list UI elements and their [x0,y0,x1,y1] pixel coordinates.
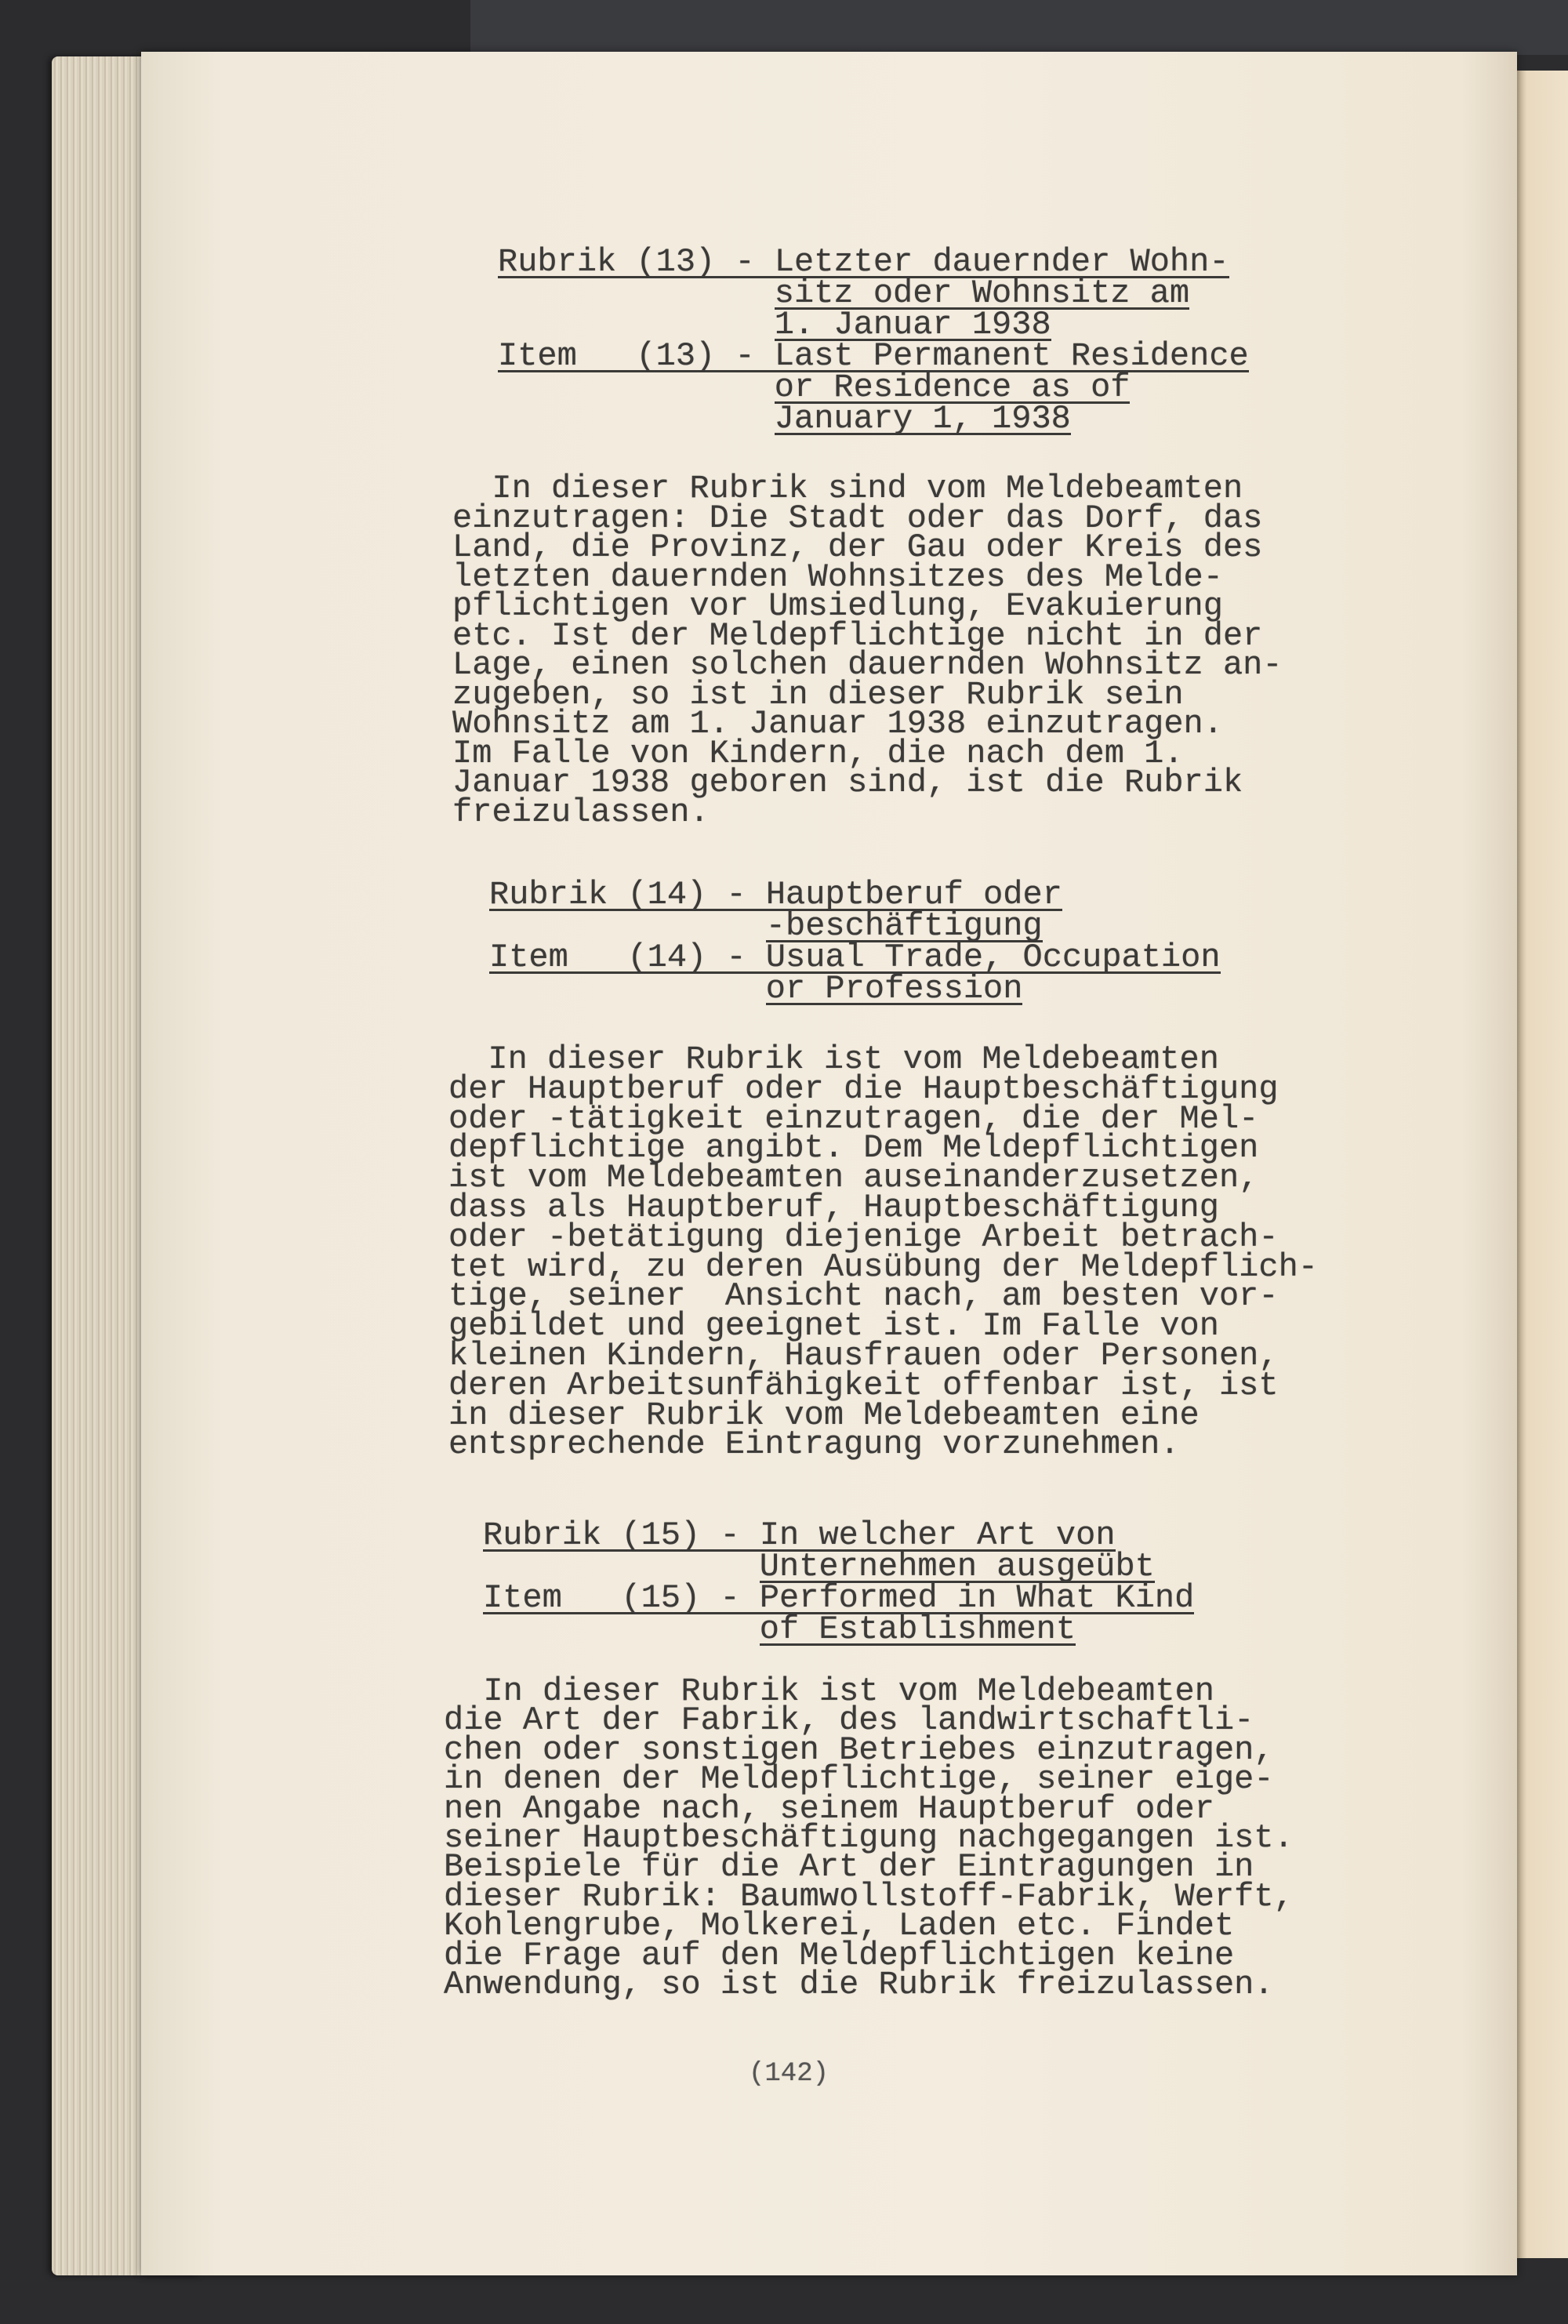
rubrik-dash: - [720,1516,740,1554]
item-title: Last Permanent Residence [774,337,1249,375]
body-text-line: tige, seiner Ansicht nach, am besten vor- [448,1277,1279,1316]
rubrik-number: (14) [627,876,707,913]
body-text-line: entsprechende Eintragung vorzunehmen. [448,1425,1180,1464]
body-text-line: oder -betätigung diejenige Arbeit betrach- [448,1218,1279,1256]
body-text-line: seiner Hauptbeschäftigung nachgegangen ist. [444,1819,1294,1857]
rubrik-title: sitz oder Wohnsitz am [774,274,1190,312]
body-text-line: Wohnsitz am 1. Januar 1938 einzutragen. [452,705,1223,743]
body-text-line: in denen der Meldepflichtige, seiner eige- [444,1760,1274,1799]
body-text-line: Im Falle von Kindern, die nach dem 1. [452,734,1184,772]
rubrik-keyword: Rubrik [498,243,617,281]
body-text-line: Lage, einen solchen dauernden Wohnsitz an- [452,646,1283,684]
body-text-line: die Frage auf den Meldepflichtigen keine [444,1936,1235,1974]
body-text-line: die Art der Fabrik, des landwirtschaftli- [444,1701,1254,1740]
body-text-line: gebildet und geeignet ist. Im Falle von [448,1307,1219,1345]
body-text-line: In dieser Rubrik ist vom Meldebeamten [444,1672,1214,1710]
body-text-line: pflichtigen vor Umsiedlung, Evakuierung [452,587,1223,625]
body-text-line: in dieser Rubrik vom Meldebeamten eine [448,1396,1200,1434]
body-text-line: Kohlengrube, Molkerei, Laden etc. Findet [444,1907,1235,1945]
body-text-line: oder -tätigkeit einzutragen, die der Mel- [448,1099,1259,1138]
item-title: or Residence as of [774,369,1131,406]
rubrik-title: Unternehmen ausgeübt [759,1548,1155,1585]
rubrik-number: (15) [621,1516,701,1554]
item-title: or Profession [765,970,1023,1008]
item-dash: - [720,1579,740,1617]
item-keyword: Item [489,939,568,976]
item-heading-line [774,400,1071,438]
item-title: Performed in What Kind [759,1579,1195,1617]
body-text-line: chen oder sonstigen Betriebes einzutragen, [444,1730,1274,1769]
rubrik-keyword: Rubrik [483,1516,602,1554]
body-text-line: deren Arbeitsunfähigkeit offenbar ist, ist [448,1366,1279,1404]
body-text-line: dass als Hauptberuf, Hauptbeschäftigung [448,1189,1219,1226]
item-number: (14) [627,939,707,976]
rubrik-title: In welcher Art von [759,1516,1116,1554]
rubrik-title: -beschäftigung [765,907,1043,945]
body-text-line: Land, die Provinz, der Gau oder Kreis des [452,528,1263,566]
item-title: January 1, 1938 [774,400,1071,438]
body-text-line: letzten dauernden Wohnsitzes des Melde- [452,557,1223,596]
rubrik-title: 1. Januar 1938 [774,306,1051,343]
rubrik-title: Hauptberuf oder [765,876,1062,913]
body-text-line: etc. Ist der Meldepflichtige nicht in der [452,616,1263,655]
rubrik-dash: - [735,243,755,281]
page-number: (142) [749,2059,829,2089]
body-text-line: kleinen Kindern, Hausfrauen oder Personen, [448,1337,1279,1374]
item-title: of Establishment [759,1610,1076,1648]
body-text-line: dieser Rubrik: Baumwollstoff-Fabrik, Werft, [444,1877,1294,1915]
rubrik-number: (13) [636,243,716,281]
body-text-line: freizulassen. [452,793,710,831]
body-text-line: In dieser Rubrik ist vom Meldebeamten [448,1040,1219,1078]
body-text-line: ist vom Meldebeamten auseinanderzusetzen, [448,1159,1259,1197]
body-text-line: Januar 1938 geboren sind, ist die Rubrik [452,764,1243,801]
body-text-line: einzutragen: Die Stadt oder das Dorf, das [452,499,1263,537]
rubrik-keyword: Rubrik [489,876,608,913]
item-number: (15) [621,1579,701,1617]
rubrik-dash: - [726,876,746,913]
item-title: Usual Trade, Occupation [765,939,1221,976]
body-text-line: In dieser Rubrik sind vom Meldebeamten [452,470,1243,507]
body-text-line: nen Angabe nach, seinem Hauptberuf oder [444,1789,1214,1828]
item-keyword: Item [483,1579,562,1617]
body-text-line: der Hauptberuf oder die Hauptbeschäftigung [448,1069,1279,1108]
body-text-line: Beispiele für die Art der Eintragungen in [444,1848,1254,1886]
item-dash: - [726,939,746,976]
item-keyword: Item [498,337,577,375]
item-dash: - [735,337,755,375]
item-heading-line [759,1610,1076,1648]
body-text-line: Anwendung, so ist die Rubrik freizulassen. [444,1966,1274,2003]
item-heading-line [765,970,1023,1008]
rubrik-title: Letzter dauernder Wohn- [774,243,1229,281]
item-number: (13) [636,337,716,375]
body-text-line: tet wird, zu deren Ausübung der Meldepflich- [448,1247,1318,1286]
body-text-line: depflichtige angibt. Dem Meldepflichtigen [448,1129,1259,1167]
body-text-line: zugeben, so ist in dieser Rubrik sein [452,675,1184,714]
